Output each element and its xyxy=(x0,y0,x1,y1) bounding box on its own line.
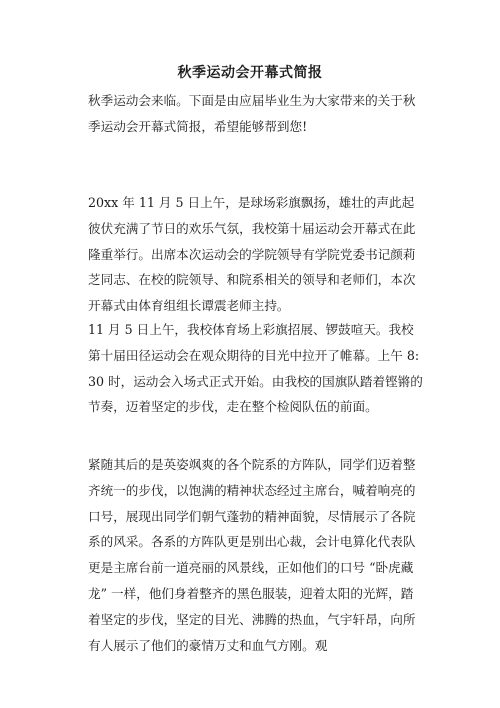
paragraph-entrance-parade: 11 月 5 日上午，我校体育场上彩旗招展、锣鼓喧天。我校第十届田径运动会在观众期待的目光中拉开了帷幕。上午 8:30 时，运动会入场式正式开始。由我校的国旗队踏着铿锵的节奏，迈着坚定的步伐，走在整个检阅队伍的前面。 xyxy=(88,322,423,415)
document-title: 秋季运动会开幕式简报 xyxy=(177,65,323,81)
paragraph-intro: 秋季运动会来临。下面是由应届毕业生为大家带来的关于秋季运动会开幕式简报，希望能够帮到您! xyxy=(88,93,416,134)
paragraph-opening-ceremony: 20xx 年 11 月 5 日上午，是球场彩旗飘扬，雄壮的声此起彼伏充满了节日的欢乐气氛，我校第十届运动会开幕式在此隆重举行。出席本次运动会的学院领导有学院党委书记颜莉芝同志、在校的院领导、和院系相关的领导和老师们，本次开幕式由体育组组长谭震老师主持。 xyxy=(88,195,416,314)
paragraph-department-squads: 紧随其后的是英姿飒爽的各个院系的方阵队，同学们迈着整齐统一的步伐，以饱满的精神状态经过主席台，喊着响亮的口号，展现出同学们朝气蓬勃的精神面貌，尽情展示了各院系的风采。各系的方阵队更是别出心裁，会计电算化代表队更是主席台前一道亮丽的风景线，正如他们的口号 “卧虎藏龙” 一样，他们身着整齐的黑色服装，迎着太阳的光辉，踏着坚定的步伐，坚定的目光、沸腾的热血，气宇轩昂，向所有人展示了他们的豪情万丈和血气方刚。观 xyxy=(88,457,416,653)
